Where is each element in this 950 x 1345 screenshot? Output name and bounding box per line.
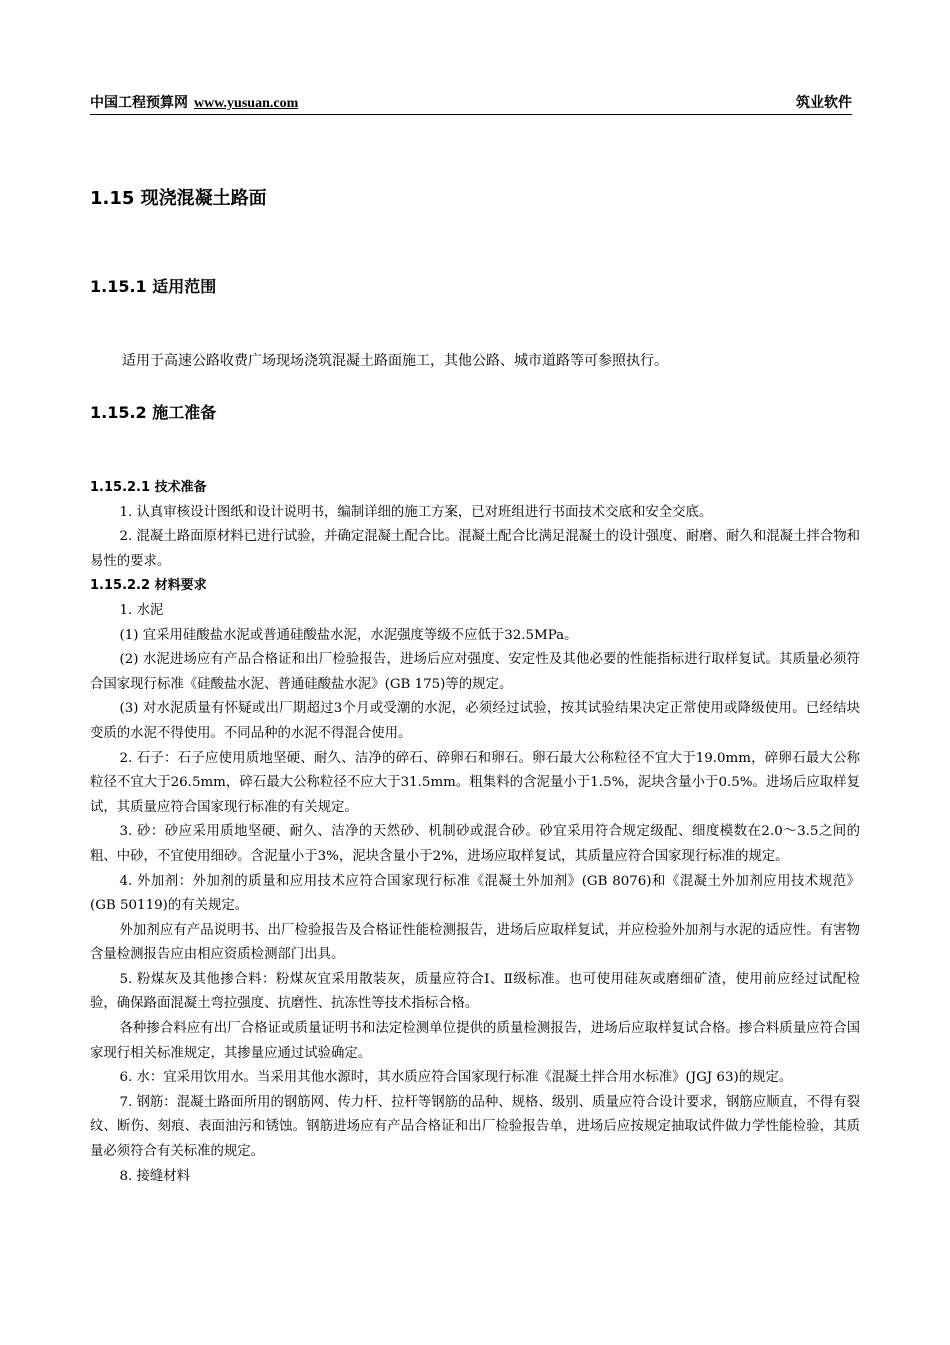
site-url-link[interactable]: www.yusuan.com [194, 96, 299, 111]
body-text [90, 476, 860, 1189]
section-title: 1.15 现浇混凝土路面 [90, 188, 267, 209]
paragraph: (3) 对水泥质量有怀疑或出厂期超过3个月或受潮的水泥，必须经过试验，按其试验结果决定正常使用或降级使用。已经结块变质的水泥不得使用。不同品种的水泥不得混合使用。 [90, 701, 860, 741]
header-left [90, 94, 298, 113]
paragraph: (2) 水泥进场应有产品合格证和出厂检验报告，进场后应对强度、安定性及其他必要的性能指标进行取样复试。其质量必须符合国家现行标准《硅酸盐水泥、普通硅酸盐水泥》(GB 175)等的规定。 [90, 652, 860, 692]
paragraph: 3. 砂：砂应采用质地坚硬、耐久、洁净的天然砂、机制砂或混合砂。砂宜采用符合规定级配、细度模数在2.0～3.5之间的粗、中砂，不宜使用细砂。含泥量小于3%，泥块含量小于2%，进场应取样复试，其质量应符合国家现行标准的规定。 [90, 824, 860, 864]
paragraph: 2. 混凝土路面原材料已进行试验，并确定混凝土配合比。混凝土配合比满足混凝土的设计强度、耐磨、耐久和混凝土拌合物和易性的要求。 [90, 529, 860, 569]
paragraph: 8. 接缝材料 [119, 1168, 191, 1184]
paragraph: 1. 认真审核设计图纸和设计说明书，编制详细的施工方案，已对班组进行书面技术交底和安全交底。 [119, 504, 713, 520]
paragraph: 6. 水：宜采用饮用水。当采用其他水源时，其水质应符合国家现行标准《混凝土拌合用水标准》(JGJ 63)的规定。 [119, 1070, 793, 1086]
preparation-heading: 1.15.2 施工准备 [90, 403, 217, 422]
paragraph: 外加剂应有产品说明书、出厂检验报告及合格证性能检测报告，进场后应取样复试，并应检验外加剂与水泥的适应性。有害物含量检测报告应由相应资质检测部门出具。 [90, 922, 860, 963]
paragraph: (1) 宜采用硅酸盐水泥或普通硅酸盐水泥，水泥强度等级不应低于32.5MPa。 [119, 627, 578, 643]
paragraph: 5. 粉煤灰及其他掺合料：粉煤灰宜采用散装灰，质量应符合Ⅰ、Ⅱ级标准。也可使用硅灰或磨细矿渣，使用前应经过试配检验，确保路面混凝土弯拉强度、抗磨性、抗冻性等技术指标合格。 [90, 971, 860, 1012]
header-right-brand: 筑业软件 [796, 95, 852, 111]
paragraph: 7. 钢筋：混凝土路面所用的钢筋网、传力杆、拉杆等钢筋的品种、规格、级别、质量应符合设计要求，钢筋应顺直，不得有裂纹、断伤、刻痕、表面油污和锈蚀。钢筋进场应有产品合格证和出厂检验报告单，进场后应按规定抽取试件做力学性能检验，其质量必须符合有关标准的规定。 [90, 1094, 860, 1160]
paragraph: 2. 石子：石子应使用质地坚硬、耐久、洁净的碎石、碎卵石和卵石。卵石最大公称粒径不宜大于19.0mm，碎卵石最大公称粒径不宜大于26.5mm，碎石最大公称粒径不应大于31.5mm。粗集料的含泥量小于1.5%，泥块含量小于0.5%。进场后应取样复试，其质量应符合国家现行标准的有关规定。 [90, 750, 860, 815]
paragraph: 1. 水泥 [119, 602, 164, 618]
scope-paragraph: 适用于高速公路收费广场现场浇筑混凝土路面施工，其他公路、城市道路等可参照执行。 [122, 353, 668, 369]
paragraph: 4. 外加剂：外加剂的质量和应用技术应符合国家现行标准《混凝土外加剂》(GB 8076)和《混凝土外加剂应用技术规范》(GB 50119)的有关规定。 [90, 873, 860, 914]
site-name: 中国工程预算网 [90, 95, 188, 111]
paragraph: 各种掺合料应有出厂合格证或质量证明书和法定检测单位提供的质量检测报告，进场后应取样复试合格。掺合料质量应符合国家现行相关标准规定，其掺量应通过试验确定。 [90, 1021, 860, 1061]
scope-heading: 1.15.1 适用范围 [90, 277, 217, 296]
page-header [90, 94, 852, 115]
subsection-heading: 1.15.2.2 材料要求 [90, 578, 207, 594]
subsection-heading: 1.15.2.1 技术准备 [90, 480, 207, 495]
